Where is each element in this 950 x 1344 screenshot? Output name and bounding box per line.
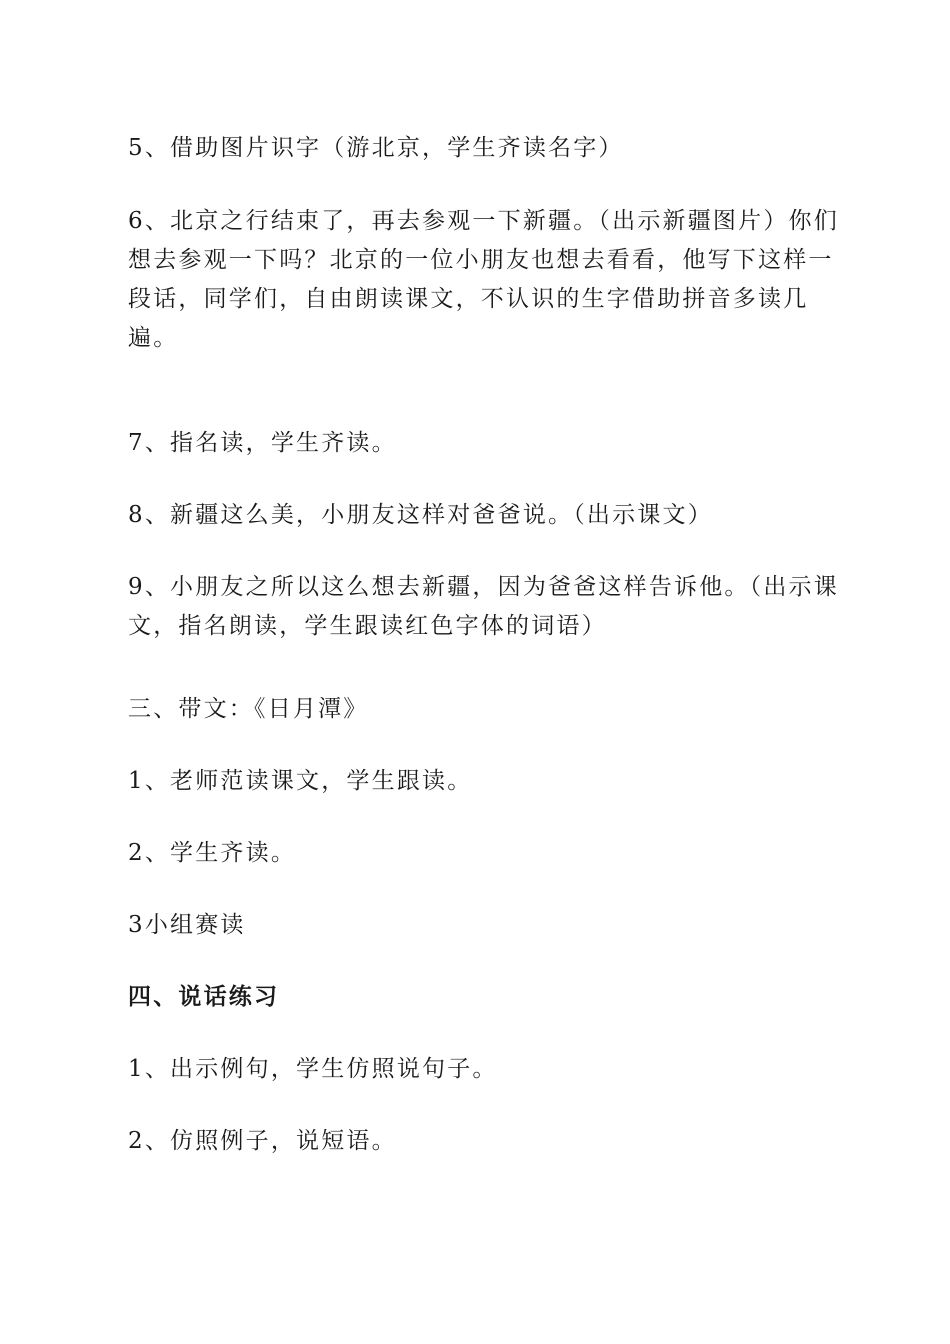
paragraph-section4-step-1: 1、出示例句，学生仿照说句子。	[128, 1056, 498, 1082]
paragraph-step-9: 9、小朋友之所以这么想去新疆，因为爸爸这样告诉他。（出示课文，指名朗读，学生跟读红色字体的词语）	[128, 574, 839, 639]
paragraph-step-7: 7、指名读，学生齐读。	[128, 430, 397, 456]
paragraph-step-5: 5、借助图片识字（游北京，学生齐读名字）	[128, 135, 624, 161]
paragraph-step-8: 8、新疆这么美，小朋友这样对爸爸说。（出示课文）	[128, 502, 713, 528]
section-heading-3: 三、带文：《日月潭》	[128, 696, 369, 722]
paragraph-section4-step-2: 2、仿照例子，说短语。	[128, 1128, 397, 1154]
section-heading-4: 四、说话练习	[128, 984, 280, 1010]
paragraph-section3-step-3: 3小组赛读	[128, 912, 246, 938]
paragraph-step-6: 6、北京之行结束了，再去参观一下新疆。（出示新疆图片）你们想去参观一下吗？北京的一位小朋友也想去看看，他写下这样一段话，同学们，自由朗读课文，不认识的生字借助拼音多读几遍。	[128, 208, 839, 351]
paragraph-section3-step-1: 1、老师范读课文，学生跟读。	[128, 768, 473, 794]
paragraph-section3-step-2: 2、学生齐读。	[128, 840, 297, 866]
